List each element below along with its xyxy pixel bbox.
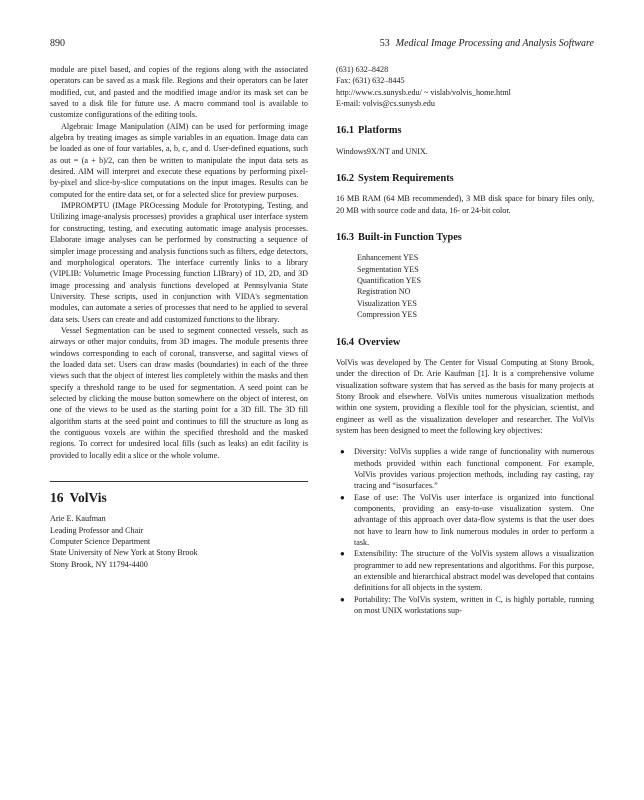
paragraph-vessel-segmentation: Vessel Segmentation can be used to segment connected vessels, such as airways or other major conduits, from 3D images. The module presents three windows corresponding to each of coronal, transverse, and sagittal views of the loaded data set. Users can draw masks (boundaries) in each of the three views such that the object of interest lies completely within the masks and then specify a threshold range to be used for segmentation. A seed point can be selected by clicking the mouse button somewhere on the object of interest, on one of the views to be used as the starting point for a 3D fill. The 3D fill algorithm starts at the seed point and continues to fill the structure as long as the contiguous voxels are within the specified threshold and the masked regions. To correct for undesired local fills (such as leaks) an edit facility is provided to locally edit a slice or the whole volume. [50,325,308,460]
section-heading-overview [336,337,594,348]
bullet-text: Ease of use: The VolVis user interface is organized into functional components, providing an easy-to-use visualization system. One advantage of this approach over data-flow systems is that the user does not have to learn how to link numerous modules in order to perform a task. [354,492,594,547]
running-header [50,38,594,52]
contact-phone: (631) 632–8428 [336,65,389,74]
section-heading-requirements [336,173,594,184]
section-number: 16.2 [336,173,355,185]
bullet-icon: ● [340,549,345,559]
list-item: Visualization YES [357,298,417,308]
paragraph-aim: Algebraic Image Manipulation (AIM) can be used for performing image algebra by treating images as simple variables in an equation. Image data can be loaded as one of four variables, a, b, c, and d. User-defined equations, such as out = (a + b)/2, can then be written to manipulate the input data sets as desired. AIM will interpret and execute these equations by performing pixel-by-pixel and slice-by-slice computations on the input images. Results can be computed for the entire data set, or for a selected slice for preview purposes. [50,121,308,199]
bullet-icon: ● [340,492,345,502]
author-position: Leading Professor and Chair [50,525,144,535]
right-column [336,64,594,616]
section-divider [50,481,308,482]
chapter-number: 53 [379,38,390,49]
author-address: Stony Brook, NY 11794-4400 [50,559,148,569]
bullet-text: Extensibility: The structure of the VolVis system allows a visualization programmer to add new representations and algorithms. For this purpose, an extensible and hierarchical abstract model was developed that contains definitions for all objects in the system. [354,549,594,593]
section-title: Built-in Function Types [358,232,462,244]
page-number: 890 [50,38,65,49]
overview-text: VolVis was developed by The Center for Visual Computing at Stony Brook, under the direction of Dr. Arie Kaufman [1]. It is a comprehensive volume visualization software system that has served as the basis for many projects at Stony Brook and elsewhere. VolVis unites numerous visualization methods within one system, providing a flexible tool for the physician, scientist, and engineer as well as the visualization developer and researcher. The VolVis system has been designed to meet the following key objectives: [336,357,594,435]
list-item: Enhancement YES [357,253,419,263]
author-block [50,513,308,570]
platforms-text: Windows9X/NT and UNIX. [336,146,428,156]
bullet-text: Portability: The VolVis system, written in C, is highly portable, running on most UNIX workstations sup- [354,594,594,616]
list-item [336,548,594,593]
left-column [50,64,308,570]
section-title: System Requirements [358,173,454,185]
section-number: 16.3 [336,232,355,244]
paragraph-editing-tools: module are pixel based, and copies of the regions along with the associated operators can be saved as a mask file. Regions and their operators can be later modified, cut, and pasted and the modified image and/or its mask set can be saved to a disk file for future use. A macro command tool is available to customize configurations of the editing tools. [50,65,308,120]
contact-block [336,64,594,109]
author-institution: State University of New York at Stony Brook [50,548,198,558]
contact-url[interactable]: http://www.cs.sunysb.edu/ ~ vislab/volvis_home.html [336,87,511,97]
chapter-heading-number: 16 [50,490,64,506]
requirements-text: 16 MB RAM (64 MB recommended), 3 MB disk space for binary files only, 20 MB with source code and data, 16- or 24-bit color. [336,194,594,215]
running-title [380,38,594,49]
section-heading-functions [336,232,594,243]
list-item [336,492,594,549]
paragraph-impromptu: IMPROMPTU (IMage PROcessing Module for Prototyping, Testing, and Utilizing image-analysis processes) provides a graphical user interface system for constructing, testing, and executing automatic image analysis processes. Elaborate image analyses can be performed by constructing a sequence of simpler image processing and analysis functions such as filters, edge detectors, and morphological operators. The interface currently links to a library (VIPLIB: Volumetric Image Processing function LIBrary) of 1D, 2D, and 3D image processing and analysis functions developed at Pennsylvania State University. These scripts, used in conjunction with VIDA's segmentation modules, can automate a series of processes that need to be applied to several data sets. Users can create and add customized functions to the library. [50,201,308,324]
bullet-icon: ● [340,594,345,604]
function-types-list [336,252,594,320]
list-item: Registration NO [357,287,411,297]
chapter-heading [50,490,308,506]
bullet-text: Diversity: VolVis supplies a wide range of functionality with numerous methods provided within each functional component. For example, VolVis provides various projection methods, including ray casting, ray tracing and “isosurfaces.” [354,447,594,491]
list-item [336,446,594,491]
section-title: Overview [358,336,401,348]
section-heading-platforms [336,125,594,136]
contact-fax: Fax: (631) 632–8445 [336,76,405,86]
author-department: Computer Science Department [50,537,151,547]
section-title: Platforms [358,125,402,137]
author-name: Arie E. Kaufman [50,514,106,524]
chapter-heading-title: VolVis [69,490,107,506]
chapter-title: Medical Image Processing and Analysis Software [395,38,594,49]
list-item: Compression YES [357,310,417,320]
bullet-icon: ● [340,447,345,457]
list-item: Quantification YES [357,276,422,286]
list-item: Segmentation YES [357,264,419,274]
list-item [336,594,594,617]
objectives-list [336,446,594,616]
section-number: 16.1 [336,125,355,137]
contact-email[interactable]: E-mail: volvis@cs.sunysb.edu [336,99,435,109]
section-number: 16.4 [336,336,355,348]
